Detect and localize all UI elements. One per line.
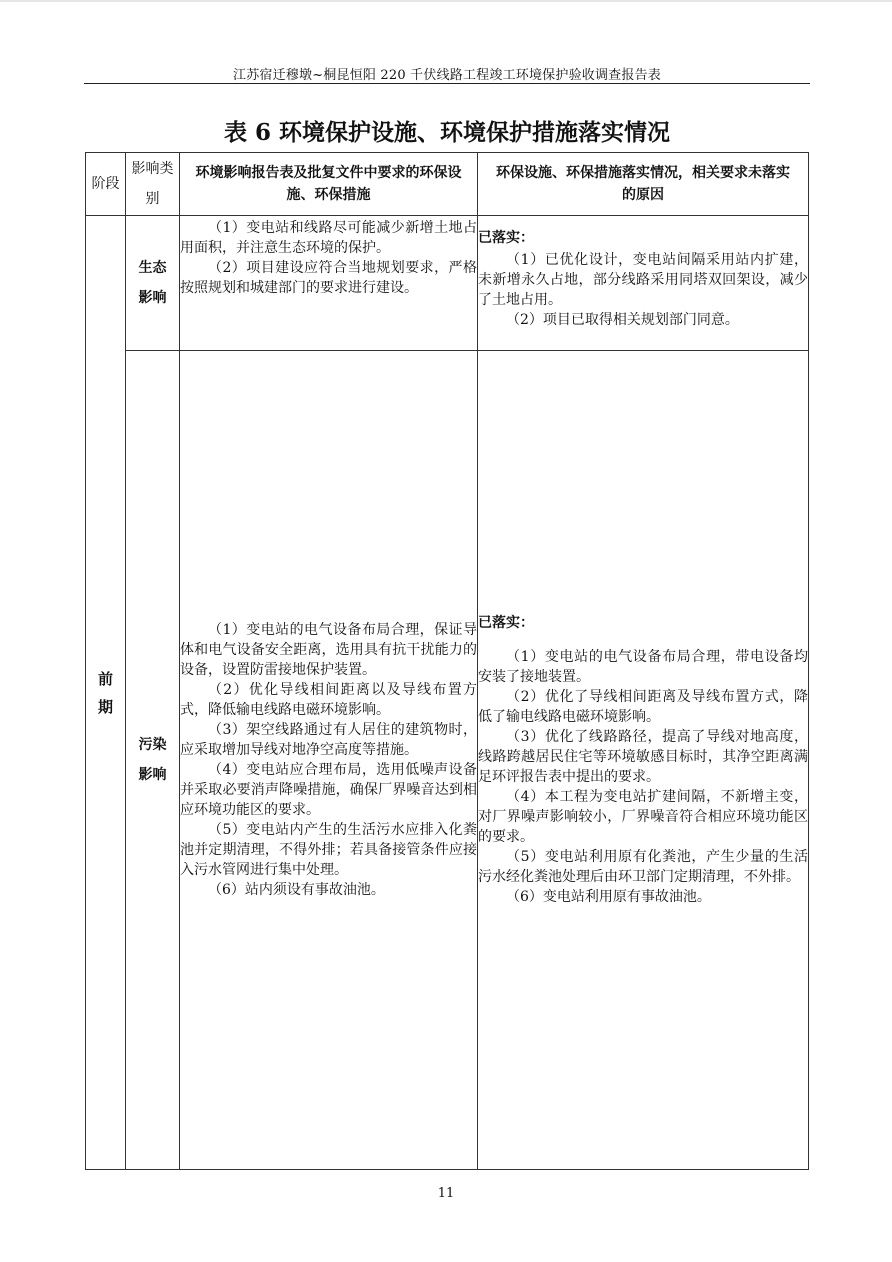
requirement-item: （6）站内须设有事故油池。 <box>208 882 385 898</box>
table-row <box>86 216 809 351</box>
implementation-cell <box>478 351 809 1170</box>
implementation-status: 已落实： <box>478 615 534 631</box>
header-implementation: 环保设施、环保措施落实情况，相关要求未落实的原因 <box>478 153 809 216</box>
top-edge-rule <box>0 0 892 2</box>
implementation-item: （3）优化了线路路径，提高了导线对地高度，线路跨越居民住宅等环境敏感目标时，其净空距离满足环评报告表中提出的要求。 <box>478 729 808 785</box>
table-header-row <box>86 153 809 216</box>
page-number: 11 <box>437 1186 455 1201</box>
header-requirements: 环境影响报告表及批复文件中要求的环保设施、环保措施 <box>180 153 478 216</box>
requirement-item: （3）架空线路通过有人居住的建筑物时，应采取增加导线对地净空高度等措施。 <box>180 722 477 758</box>
implementation-status: 已落实： <box>478 230 534 246</box>
implementation-item: （4）本工程为变电站扩建间隔，不新增主变，对厂界噪声影响较小，厂界噪音符合相应环境功能区的要求。 <box>478 789 808 845</box>
table-title: 表 6 环境保护设施、环境保护措施落实情况 <box>223 119 671 146</box>
requirement-item: （2）项目建设应符合当地规划要求，严格按照规划和城建部门的要求进行建设。 <box>180 260 477 296</box>
implementation-item: （1）已优化设计，变电站间隔采用站内扩建，未新增永久占地，部分线路采用同塔双回架设，减少了土地占用。 <box>478 252 808 308</box>
implementation-item: （2）优化了导线相间距离及导线布置方式，降低了输电线路电磁环境影响。 <box>478 689 808 725</box>
requirement-item: （4）变电站应合理布局，选用低噪声设备并采取必要消声降噪措施，确保厂界噪音达到相应环境功能区的要求。 <box>180 762 477 818</box>
header-stage: 阶段 <box>86 153 126 216</box>
implementation-item: （6）变电站利用原有事故油池。 <box>506 889 711 905</box>
implementation-cell <box>478 216 809 351</box>
table-row <box>86 351 809 1170</box>
requirement-item: （5）变电站内产生的生活污水应排入化粪池并定期清理，不得外排；若具备接管条件应接入污水管网进行集中处理。 <box>180 822 477 878</box>
impact-type-cell: 污染影响 <box>126 351 180 1170</box>
requirement-item: （2）优化导线相间距离以及导线布置方式，降低输电线路电磁环境影响。 <box>180 682 477 718</box>
requirement-item: （1）变电站和线路尽可能减少新增土地占用面积，并注意生态环境的保护。 <box>180 220 477 256</box>
header-impact-type: 影响类别 <box>126 153 180 216</box>
implementation-item: （2）项目已取得相关规划部门同意。 <box>506 312 739 328</box>
requirements-cell <box>180 351 478 1170</box>
running-header: 江苏宿迁穆墩~桐昆恒阳 220 千伏线路工程竣工环境保护验收调查报告表 <box>233 68 661 83</box>
requirements-cell <box>180 216 478 351</box>
impact-type-cell: 生态影响 <box>126 216 180 351</box>
header-divider <box>84 83 810 84</box>
stage-cell: 前期 <box>86 216 126 1170</box>
requirement-item: （1）变电站的电气设备布局合理，保证导体和电气设备安全距离，选用具有抗干扰能力的设备，设置防雷接地保护装置。 <box>180 622 477 678</box>
implementation-item: （5）变电站利用原有化粪池，产生少量的生活污水经化粪池处理后由环卫部门定期清理，不外排。 <box>478 849 808 885</box>
implementation-item: （1）变电站的电气设备布局合理，带电设备均安装了接地装置。 <box>478 649 808 685</box>
measures-table <box>85 152 809 1170</box>
